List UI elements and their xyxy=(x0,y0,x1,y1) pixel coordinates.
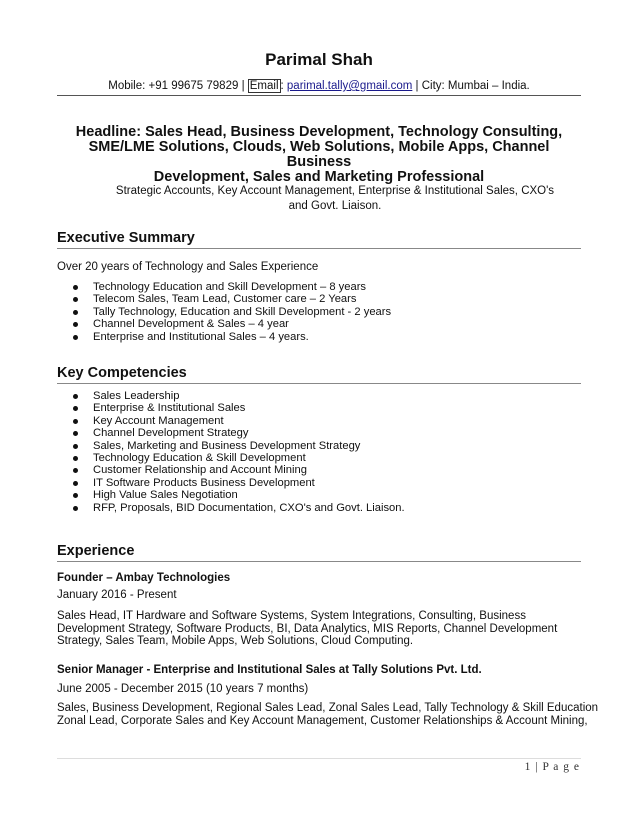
list-item: IT Software Products Business Development xyxy=(57,477,577,489)
candidate-name: Parimal Shah xyxy=(265,50,373,69)
executive-summary-heading: Executive Summary xyxy=(57,230,581,249)
executive-summary-intro: Over 20 years of Technology and Sales Experience xyxy=(57,261,319,273)
job-title: Senior Manager - Enterprise and Institutional Sales at Tally Solutions Pvt. Ltd. xyxy=(57,664,482,676)
key-competencies-list xyxy=(57,390,577,514)
job-description-line: Development Strategy, Software Products, BI, Data Analytics, MIS Reports, Channel Development xyxy=(57,622,558,635)
bullet-icon xyxy=(73,335,78,340)
email-separator: : xyxy=(280,80,287,92)
strategic-line-2: and Govt. Liaison. xyxy=(288,200,382,212)
headline-line-1: Headline: Sales Head, Business Development, Technology Consulting, xyxy=(75,124,563,140)
strategic-line-1: Strategic Accounts, Key Account Management, Enterprise & Institutional Sales, CXO's xyxy=(115,185,555,197)
bullet-icon xyxy=(73,406,78,411)
bullet-icon xyxy=(73,310,78,315)
list-item: Sales, Marketing and Business Development Strategy xyxy=(57,440,577,452)
email-label: Email xyxy=(249,80,279,92)
bullet-icon xyxy=(73,431,78,436)
job-title: Founder – Ambay Technologies xyxy=(57,572,231,584)
page-number: 1 | P a g e xyxy=(524,761,580,773)
bullet-icon xyxy=(73,468,78,473)
strategic-summary xyxy=(90,184,580,214)
list-item: High Value Sales Negotiation xyxy=(57,489,577,501)
bullet-icon xyxy=(73,456,78,461)
bullet-icon xyxy=(73,444,78,449)
footer-divider xyxy=(57,758,581,759)
job-description-line: Sales, Business Development, Regional Sales Lead, Zonal Sales Lead, Tally Technology & Skill Education xyxy=(57,702,599,714)
contact-city: | City: Mumbai – India. xyxy=(412,80,530,92)
list-item: Technology Education and Skill Development – 8 years xyxy=(57,281,577,293)
list-item: Tally Technology, Education and Skill Development - 2 years xyxy=(57,306,577,318)
experience-heading: Experience xyxy=(57,543,581,562)
bullet-icon xyxy=(73,285,78,290)
list-item: Enterprise & Institutional Sales xyxy=(57,402,577,414)
list-item: RFP, Proposals, BID Documentation, CXO's and Govt. Liaison. xyxy=(57,502,577,514)
list-item: Telecom Sales, Team Lead, Customer care – 2 Years xyxy=(57,293,577,305)
headline-line-3: Development, Sales and Marketing Professional xyxy=(153,169,485,185)
job-dates: January 2016 - Present xyxy=(57,589,177,601)
list-item: Channel Development Strategy xyxy=(57,427,577,439)
contact-mobile: Mobile: +91 99675 79829 | xyxy=(108,80,248,92)
list-item: Customer Relationship and Account Mining xyxy=(57,464,577,476)
job-description-line: Strategy, Sales Team, Mobile Apps, Web Solutions, Cloud Computing. xyxy=(57,635,414,647)
list-item: Key Account Management xyxy=(57,415,577,427)
headline xyxy=(57,125,581,185)
job-description-line: Sales Head, IT Hardware and Software Systems, System Integrations, Consulting, Business xyxy=(57,610,526,622)
headline-line-2: SME/LME Solutions, Clouds, Web Solutions, Mobile Apps, Channel Business xyxy=(88,139,550,170)
email-link[interactable]: parimal.tally@gmail.com xyxy=(286,80,413,92)
bullet-icon xyxy=(73,394,78,399)
job-dates: June 2005 - December 2015 (10 years 7 months) xyxy=(57,683,309,695)
key-competencies-heading: Key Competencies xyxy=(57,365,581,384)
list-item: Sales Leadership xyxy=(57,390,577,402)
contact-line xyxy=(57,80,581,96)
list-item: Channel Development & Sales – 4 year xyxy=(57,318,577,330)
list-item: Technology Education & Skill Development xyxy=(57,452,577,464)
list-item: Enterprise and Institutional Sales – 4 years. xyxy=(57,331,577,343)
bullet-icon xyxy=(73,322,78,327)
executive-summary-list xyxy=(57,281,577,343)
bullet-icon xyxy=(73,493,78,498)
job-description xyxy=(57,610,581,648)
bullet-icon xyxy=(73,506,78,511)
job-description xyxy=(57,702,599,727)
bullet-icon xyxy=(73,297,78,302)
bullet-icon xyxy=(73,419,78,424)
bullet-icon xyxy=(73,481,78,486)
job-description-line: Zonal Lead, Corporate Sales and Key Account Management, Customer Relationships & Account Mining, xyxy=(57,714,588,727)
